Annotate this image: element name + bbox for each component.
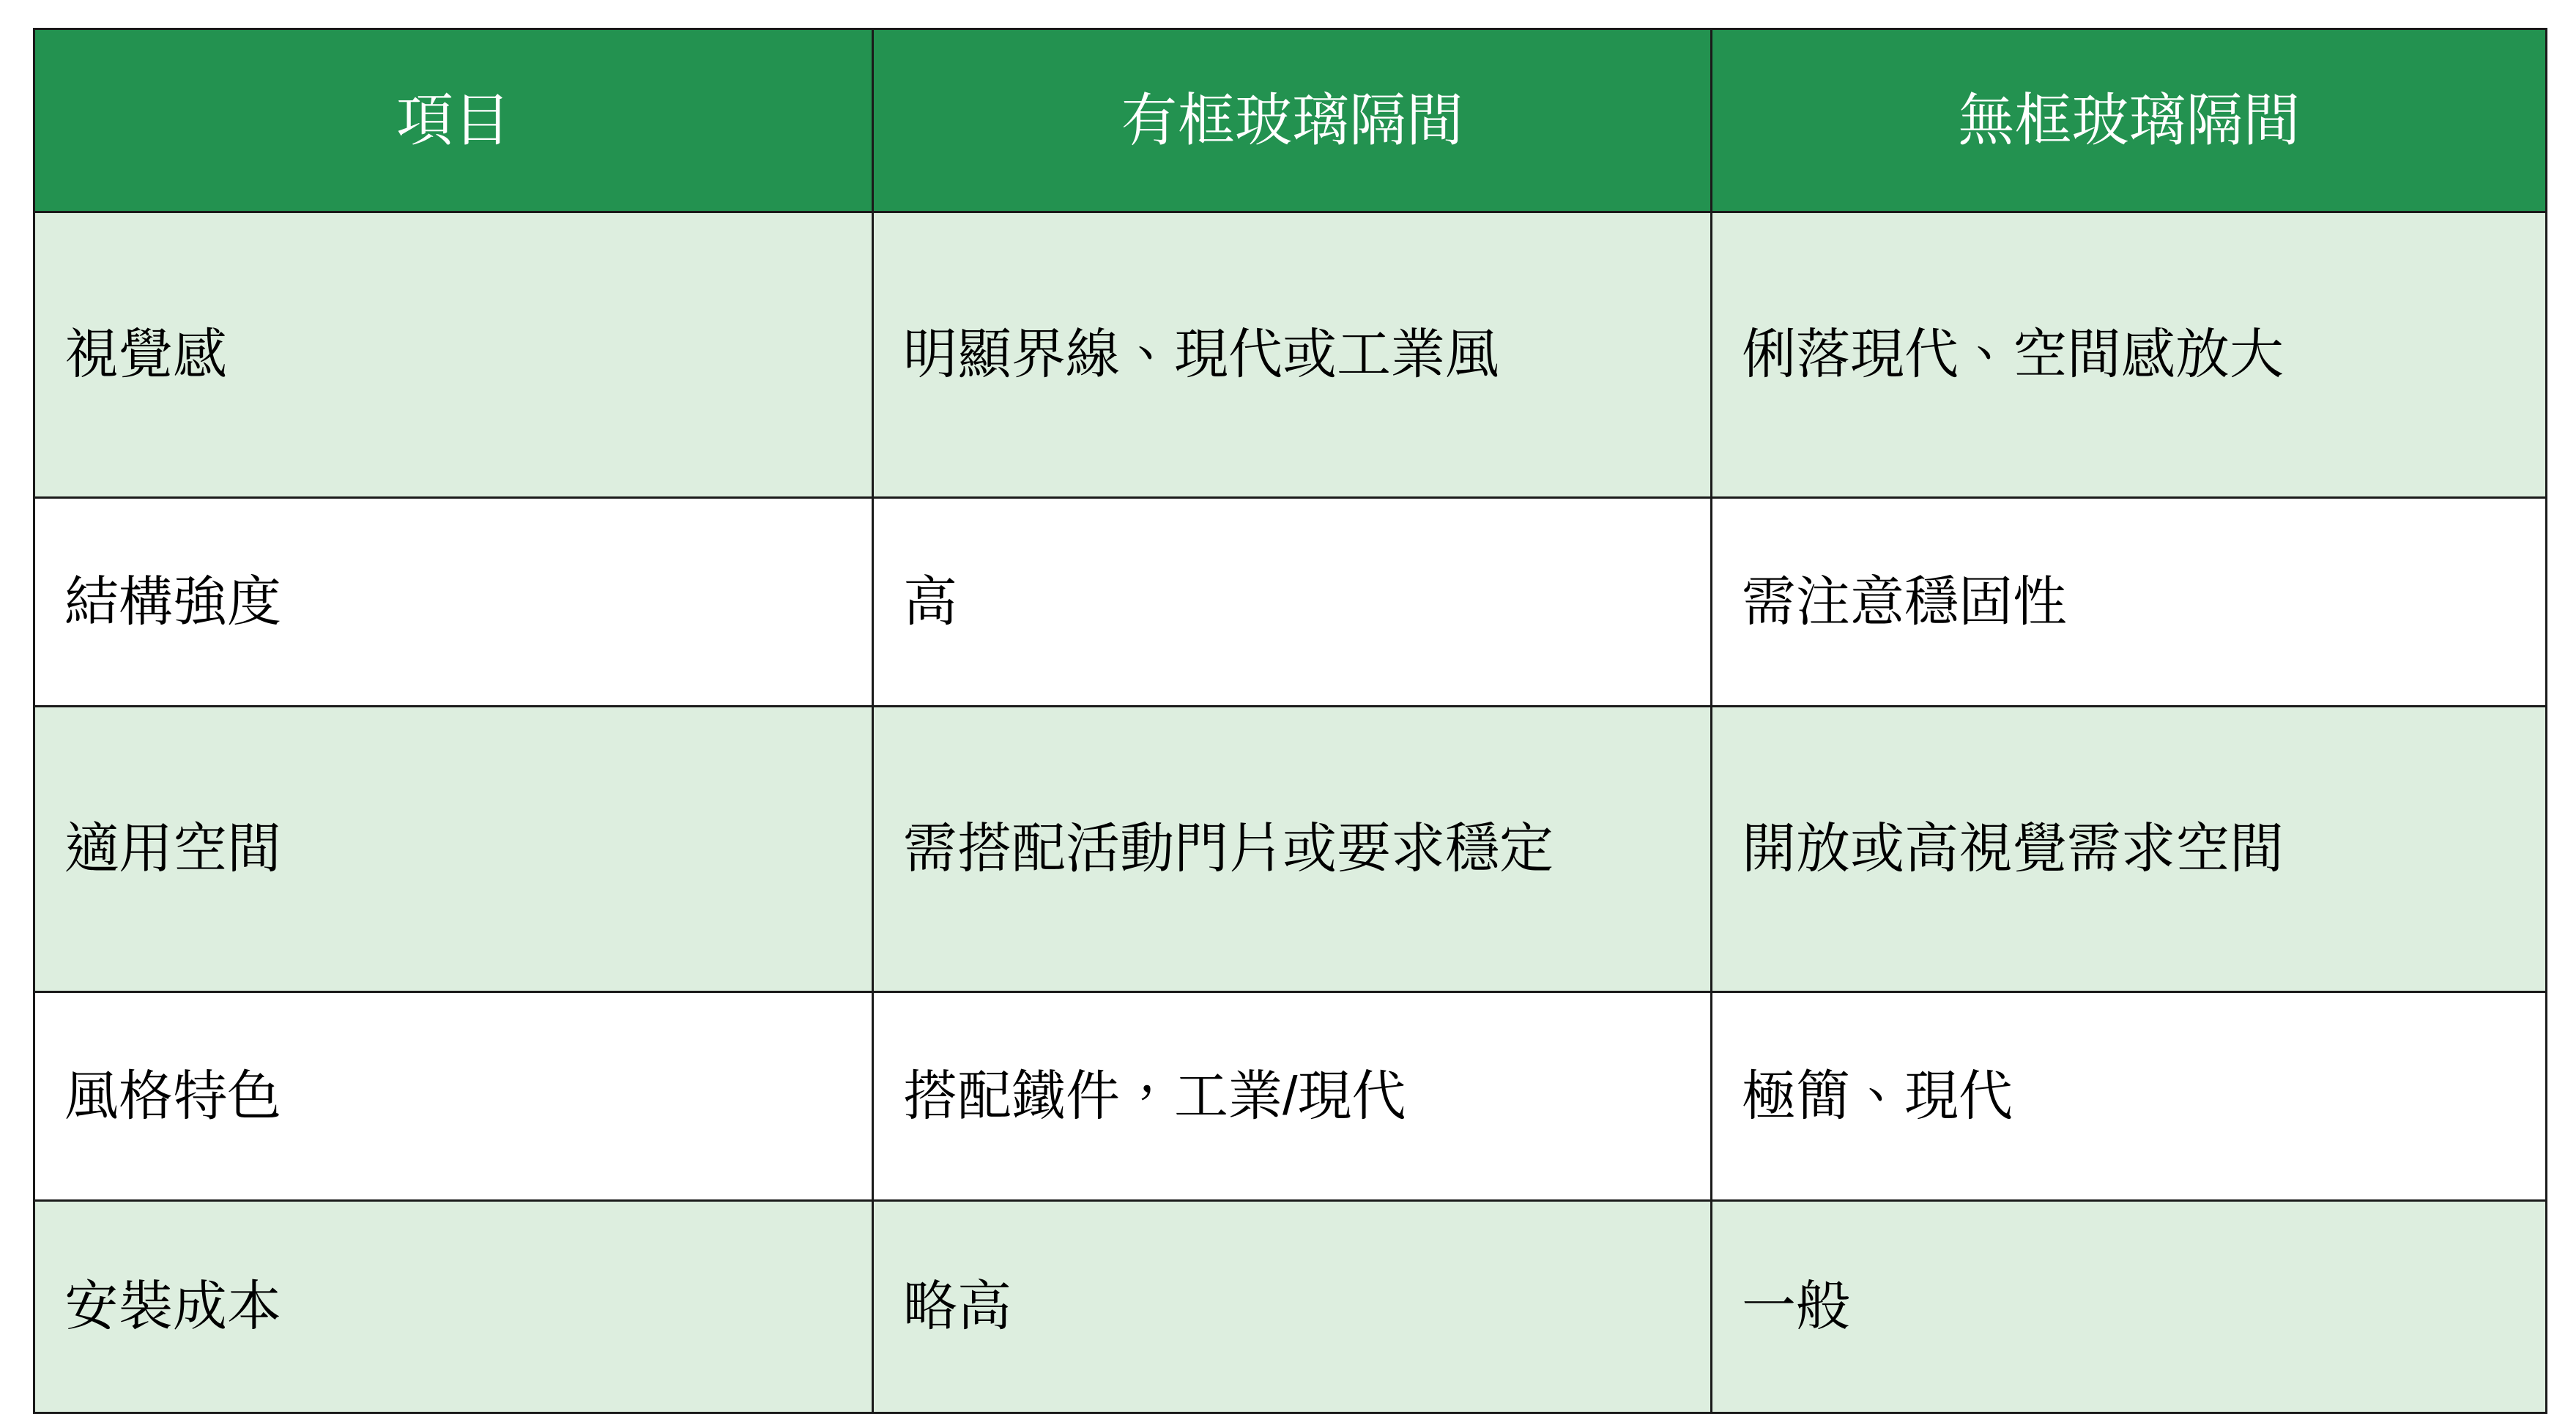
- cell-frameless-space: 開放或高視覺需求空間: [1712, 707, 2547, 992]
- table-row: [34, 707, 2547, 992]
- cell-frameless-visual: 俐落現代、空間感放大: [1712, 212, 2547, 498]
- table-header: [34, 29, 2547, 212]
- cell-framed-visual: 明顯界線、現代或工業風: [873, 212, 1712, 498]
- row-label-strength: 結構強度: [34, 498, 873, 707]
- column-header-frameless-glass: 無框玻璃隔間: [1712, 29, 2547, 212]
- table-header-row: [34, 29, 2547, 212]
- row-label-visual: 視覺感: [34, 212, 873, 498]
- cell-frameless-strength: 需注意穩固性: [1712, 498, 2547, 707]
- row-label-style: 風格特色: [34, 992, 873, 1201]
- cell-framed-style: 搭配鐵件，工業/現代: [873, 992, 1712, 1201]
- table-row: [34, 992, 2547, 1201]
- column-header-framed-glass: 有框玻璃隔間: [873, 29, 1712, 212]
- comparison-table: [33, 28, 2547, 1414]
- cell-framed-space: 需搭配活動門片或要求穩定: [873, 707, 1712, 992]
- table-row: [34, 212, 2547, 498]
- column-header-item: 項目: [34, 29, 873, 212]
- cell-framed-cost: 略高: [873, 1201, 1712, 1413]
- table-row: [34, 1201, 2547, 1413]
- cell-framed-strength: 高: [873, 498, 1712, 707]
- cell-frameless-style: 極簡、現代: [1712, 992, 2547, 1201]
- row-label-cost: 安裝成本: [34, 1201, 873, 1413]
- comparison-table-container: [33, 28, 2545, 1381]
- row-label-space: 適用空間: [34, 707, 873, 992]
- table-row: [34, 498, 2547, 707]
- cell-frameless-cost: 一般: [1712, 1201, 2547, 1413]
- table-body: [34, 212, 2547, 1413]
